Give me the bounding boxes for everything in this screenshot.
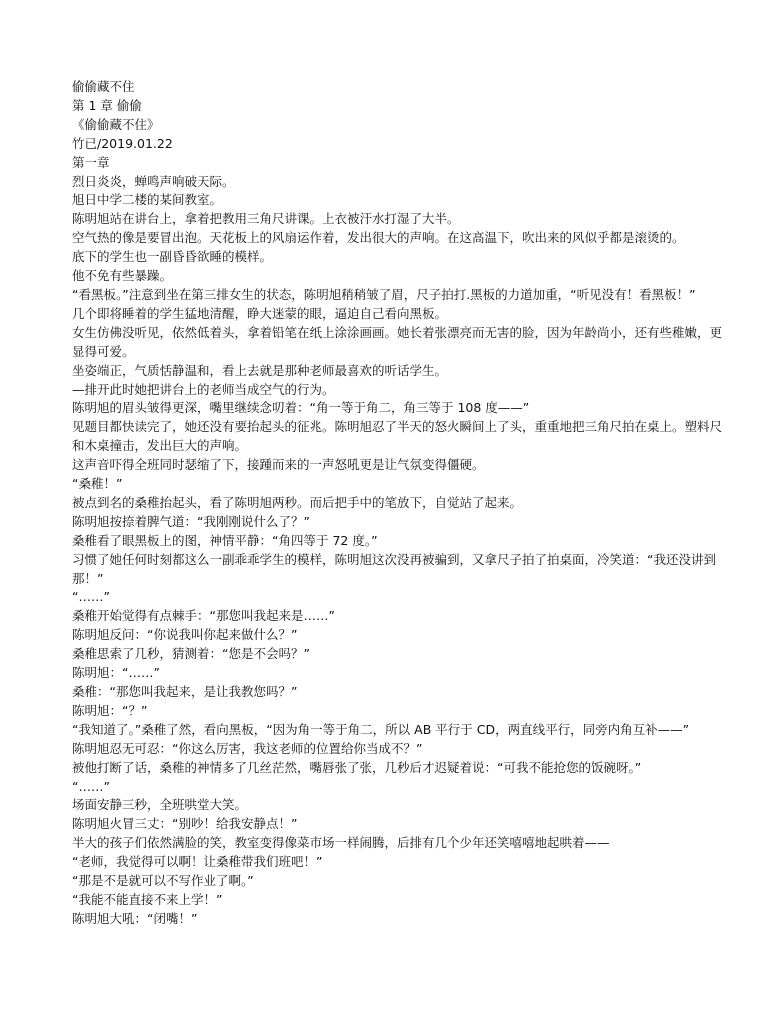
text-line: “我能不能直接不来上学！” (72, 891, 223, 907)
text-line: 陈明旭忍无可忍：“你这么厉害，我这老师的位置给你当成不？” (72, 740, 423, 756)
text-line: 桑稚思索了几秒，猜测着：“您是不会吗？” (72, 646, 310, 662)
text-line: 偷偷藏不住 (72, 79, 135, 94)
text-line: 习惯了她任何时刻都这么一副乖乖学生的模样，陈明旭这次没再被骗到，又拿尺子拍了拍桌面，冷笑道：“我还没讲到那！” (72, 551, 716, 586)
text-line: 被点到名的桑稚抬起头，看了陈明旭两秒。而后把手中的笔放下，自觉站了起来。 (72, 494, 523, 510)
text-line: 他不免有些暴躁。 (72, 268, 173, 284)
text-line: 《偷偷藏不住》 (72, 116, 160, 132)
text-line: 场面安静三秒，全班哄堂大笑。 (72, 797, 248, 813)
text-line: “我知道了。”桑稚了然，看向黑板，“因为角一等于角二，所以 AB 平行于 CD，两直线平行，同旁内角互补——” (72, 721, 690, 737)
text-line: 陈明旭的眉头皱得更深，嘴里继续念叨着：“角一等于角二，角三等于 108 度——” (72, 400, 530, 416)
text-line: 半大的孩子们依然满脸的笑，教室变得像菜市场一样闹腾，后排有几个少年还笑嘻嘻地起哄着—— (72, 835, 610, 851)
text-line: 竹已/2019.01.22 (72, 135, 173, 151)
text-line: 空气热的像是要冒出泡。天花板上的风扇运作着，发出很大的声响。在这高温下，吹出来的风似乎都是滚烫的。 (72, 230, 685, 246)
text-line: 几个即将睡着的学生猛地清醒，睁大迷蒙的眼，逼迫自己看向黑板。 (72, 305, 448, 321)
text-line: —排开此时她把讲台上的老师当成空气的行为。 (72, 381, 335, 397)
text-line: 坐姿端正，气质恬静温和，看上去就是那种老师最喜欢的听话学生。 (72, 362, 448, 378)
text-line: 被他打断了话，桑稚的神情多了几丝茫然，嘴唇张了张，几秒后才迟疑着说：“可我不能抢您的饭碗呀。” (72, 759, 642, 775)
text-line: “看黑板。”注意到坐在第三排女生的状态，陈明旭稍稍皱了眉，尺子拍打.黑板的力道加重，“听见没有！看黑板！” (72, 286, 696, 302)
text-line: 桑稚开始觉得有点棘手：“那您叫我起来是……” (72, 608, 335, 624)
text-line: “老师，我觉得可以啊！让桑稚带我们班吧！” (72, 854, 323, 870)
text-line: 陈明旭：“……” (72, 665, 160, 681)
text-line: 陈明旭火冒三丈：“别吵！给我安静点！” (72, 816, 298, 832)
text-line: 旭日中学二楼的某间教室。 (72, 192, 223, 208)
text-line: 桑稚：“那您叫我起来，是让我教您吗？” (72, 684, 298, 699)
document-body (72, 78, 728, 929)
text-line: “桑稚！” (72, 476, 123, 492)
text-line: 陈明旭站在讲台上，拿着把教用三角尺讲课。上衣被汗水打湿了大半。 (72, 211, 460, 227)
text-line: 烈日炎炎，蝉鸣声响破天际。 (72, 173, 235, 189)
text-line: 底下的学生也一副昏昏欲睡的模样。 (72, 249, 273, 265)
text-line: 陈明旭大吼：“闭嘴！” (72, 910, 198, 926)
text-line: 这声音吓得全班同时瑟缩了下，接踵而来的一声怒吼更是让气氛变得僵硬。 (72, 457, 485, 473)
text-line: 陈明旭按捺着脾气道：“我刚刚说什么了？” (72, 513, 310, 529)
text-line: 第一章 (72, 154, 110, 170)
text-line: “……” (72, 589, 110, 605)
text-line: 陈明旭：“？” (72, 702, 148, 718)
text-line: 桑稚看了眼黑板上的图，神情平静：“角四等于 72 度。” (72, 532, 378, 548)
text-line: “那是不是就可以不写作业了啊。” (72, 873, 254, 889)
text-line: 女生仿佛没听见，依然低着头，拿着铅笔在纸上涂涂画画。她长着张漂亮而无害的脸，因为年龄尚小，还有些稚嫩，更显得可爱。 (72, 324, 723, 359)
text-line: “……” (72, 778, 110, 794)
text-line: 陈明旭反问：“你说我叫你起来做什么？” (72, 627, 298, 643)
text-line: 见题目都快读完了，她还没有要抬起头的征兆。陈明旭忍了半天的怒火瞬间上了头，重重地把三角尺拍在桌上。塑料尺和木桌撞击，发出巨大的声响。 (72, 419, 723, 454)
text-line: 第 1 章 偷偷 (72, 97, 142, 113)
